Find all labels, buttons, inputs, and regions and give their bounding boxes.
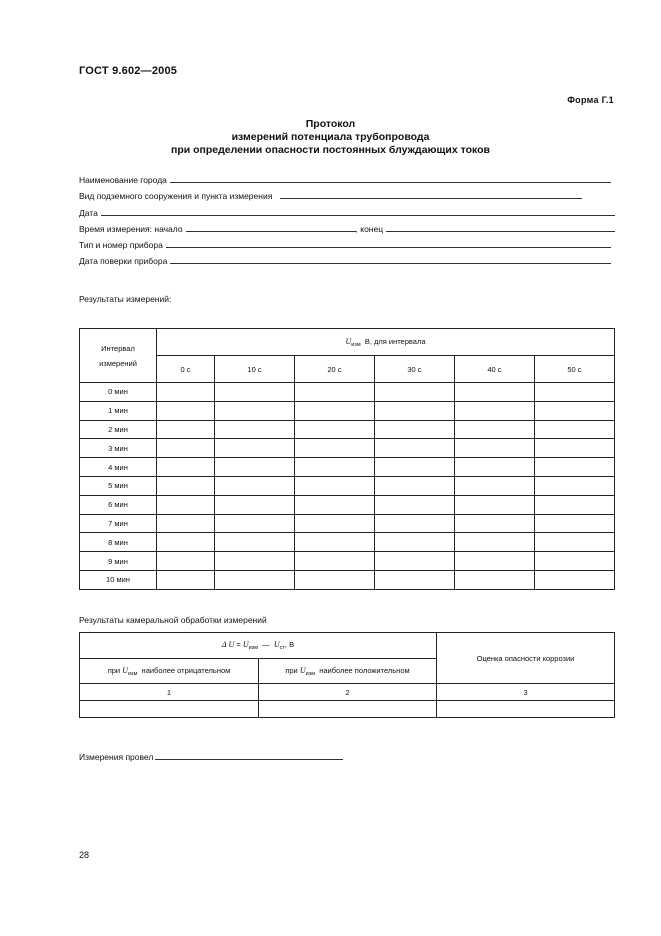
measurements-table <box>79 328 615 590</box>
measurement-cell <box>157 401 215 420</box>
measurement-cell <box>295 458 375 477</box>
delta-u-header <box>80 633 437 659</box>
field-time-start-blank <box>186 231 356 232</box>
measurement-cell <box>374 401 454 420</box>
measurement-cell <box>454 570 534 589</box>
measurement-cell <box>215 570 295 589</box>
field-device-label: Тип и номер прибора <box>79 240 163 250</box>
field-date <box>79 204 615 218</box>
seconds-header-cell: 50 с <box>534 356 614 383</box>
measurement-cell <box>534 458 614 477</box>
measurement-cell <box>374 552 454 571</box>
minute-label: 7 мин <box>80 514 157 533</box>
most-negative-prefix: при <box>107 665 121 675</box>
most-positive-suffix: наиболее положительном <box>319 665 410 675</box>
field-calibration-label: Дата поверки прибора <box>79 256 168 266</box>
measurement-cell <box>295 420 375 439</box>
page-title <box>0 118 661 157</box>
most-positive-u-subscript: изм <box>305 670 316 677</box>
most-positive-u-symbol: U <box>299 665 306 675</box>
measurement-cell <box>157 533 215 552</box>
measurement-cell <box>454 420 534 439</box>
measurement-cell <box>534 533 614 552</box>
field-calibration-blank <box>170 263 611 264</box>
measurement-cell <box>215 514 295 533</box>
minute-label: 2 мин <box>80 420 157 439</box>
measurement-cell <box>534 420 614 439</box>
seconds-header-cell: 20 с <box>295 356 375 383</box>
measurement-cell <box>295 439 375 458</box>
measurement-cell <box>374 458 454 477</box>
table-row <box>80 401 615 420</box>
field-structure-label: Вид подземного сооружения и пункта измерения <box>79 191 273 201</box>
signed-by-label: Измерения провел <box>79 752 154 762</box>
measurement-cell <box>454 495 534 514</box>
measurement-cell <box>534 401 614 420</box>
table-row <box>80 552 615 571</box>
measurement-cell <box>215 552 295 571</box>
field-structure-blank <box>280 198 582 199</box>
table-row <box>80 495 615 514</box>
measurement-cell <box>534 570 614 589</box>
measurement-cell <box>157 439 215 458</box>
measurement-cell <box>215 476 295 495</box>
corrosion-assessment-header: Оценка опасности коррозии <box>437 633 615 684</box>
table-row <box>80 533 615 552</box>
measurement-cell <box>534 476 614 495</box>
table-row <box>80 514 615 533</box>
measurement-cell <box>454 533 534 552</box>
column-number-row <box>80 684 615 701</box>
measurement-cell <box>374 476 454 495</box>
equals-sign: = <box>236 640 241 649</box>
measurement-cell <box>454 458 534 477</box>
form-label: Форма Г.1 <box>567 95 614 105</box>
field-calibration <box>79 252 611 266</box>
standard-number: ГОСТ 9.602—2005 <box>79 65 178 77</box>
field-city-label: Наименование города <box>79 175 167 185</box>
measurement-cell <box>454 401 534 420</box>
field-date-blank <box>101 215 615 216</box>
measurement-cell <box>295 383 375 402</box>
measurement-cell <box>215 533 295 552</box>
table-row <box>80 458 615 477</box>
table-row <box>80 383 615 402</box>
measurement-cell <box>374 495 454 514</box>
table-row <box>80 476 615 495</box>
delta-u-symbol: Δ U <box>221 640 235 649</box>
most-negative-u-subscript: изм <box>127 670 138 677</box>
measurement-cell <box>374 439 454 458</box>
field-time-end-label: , конец <box>355 224 384 234</box>
measurement-cell <box>215 495 295 514</box>
minute-label: 3 мин <box>80 439 157 458</box>
table-row <box>80 420 615 439</box>
unit-label: , В <box>284 640 295 649</box>
measurement-cell <box>374 420 454 439</box>
measurement-cell <box>215 383 295 402</box>
minute-label: 4 мин <box>80 458 157 477</box>
signed-by <box>79 752 343 762</box>
voltage-header-text: В, для интервала <box>364 336 426 346</box>
table-row <box>80 570 615 589</box>
measurement-cell <box>215 458 295 477</box>
measurement-cell <box>534 439 614 458</box>
measurement-cell <box>295 401 375 420</box>
measurement-cell <box>454 476 534 495</box>
u-static-subscript: ст <box>279 645 285 651</box>
interval-header <box>80 329 157 383</box>
empty-cell <box>437 701 615 718</box>
measurements-body <box>80 383 615 590</box>
measurement-cell <box>295 495 375 514</box>
table-row <box>80 439 615 458</box>
u-subscript: изм <box>351 341 361 348</box>
title-line-1: Протокол <box>305 118 356 130</box>
field-device <box>79 236 611 250</box>
measurement-cell <box>534 495 614 514</box>
results-heading: Результаты измерений: <box>79 294 172 304</box>
field-time <box>79 220 615 234</box>
measurement-cell <box>454 383 534 402</box>
measurement-cell <box>157 476 215 495</box>
u-measured-symbol: U <box>242 640 249 649</box>
voltage-header <box>157 329 615 356</box>
most-negative-header <box>80 659 259 684</box>
field-structure <box>79 187 582 201</box>
measurement-cell <box>374 570 454 589</box>
field-time-end-blank <box>386 231 615 232</box>
interval-header-line-1: Интервал <box>101 343 135 353</box>
measurement-cell <box>374 533 454 552</box>
u-measured-subscript: изм <box>248 645 258 651</box>
most-positive-header <box>259 659 437 684</box>
field-city-blank <box>170 182 611 183</box>
processing-table <box>79 632 615 718</box>
minute-label: 0 мин <box>80 383 157 402</box>
empty-cell <box>259 701 437 718</box>
empty-cell <box>80 701 259 718</box>
measurement-cell <box>157 420 215 439</box>
minute-label: 1 мин <box>80 401 157 420</box>
minute-label: 6 мин <box>80 495 157 514</box>
signed-by-blank <box>155 759 343 760</box>
measurement-cell <box>157 570 215 589</box>
measurements-header-row <box>80 329 615 356</box>
measurement-cell <box>374 383 454 402</box>
u-symbol: U <box>345 336 352 346</box>
seconds-header-cell: 30 с <box>374 356 454 383</box>
u-static-symbol: U <box>273 640 280 649</box>
column-number-1: 1 <box>80 684 259 701</box>
measurement-cell <box>454 552 534 571</box>
measurement-cell <box>534 383 614 402</box>
measurement-cell <box>157 552 215 571</box>
measurement-cell <box>157 495 215 514</box>
measurement-cell <box>374 514 454 533</box>
measurement-cell <box>534 514 614 533</box>
minute-label: 9 мин <box>80 552 157 571</box>
measurement-cell <box>215 439 295 458</box>
most-negative-suffix: наиболее отрицательном <box>141 665 231 675</box>
title-line-3: при определении опасности постоянных блуждающих токов <box>171 144 490 156</box>
field-city <box>79 171 611 185</box>
processing-header-row <box>80 633 615 659</box>
most-positive-prefix: при <box>285 665 298 675</box>
processing-empty-row <box>80 701 615 718</box>
field-date-label: Дата <box>79 208 98 218</box>
seconds-header-cell: 40 с <box>454 356 534 383</box>
measurement-cell <box>215 420 295 439</box>
seconds-header-row <box>80 356 615 383</box>
seconds-header-cell: 10 с <box>215 356 295 383</box>
seconds-header-cell: 0 с <box>157 356 215 383</box>
processing-heading: Результаты камеральной обработки измерений <box>79 615 267 625</box>
measurement-cell <box>295 552 375 571</box>
most-negative-u-symbol: U <box>122 665 128 675</box>
title-line-2: измерений потенциала трубопровода <box>231 131 430 143</box>
page-number: 28 <box>79 850 90 860</box>
measurement-cell <box>215 401 295 420</box>
measurement-cell <box>295 514 375 533</box>
measurement-cell <box>295 533 375 552</box>
measurement-cell <box>295 570 375 589</box>
measurement-cell <box>534 552 614 571</box>
measurement-cell <box>454 439 534 458</box>
measurement-cell <box>157 458 215 477</box>
minute-label: 5 мин <box>80 476 157 495</box>
minus-sign: — <box>262 640 270 649</box>
measurement-cell <box>454 514 534 533</box>
column-number-3: 3 <box>437 684 615 701</box>
measurement-cell <box>295 476 375 495</box>
minute-label: 10 мин <box>80 570 157 589</box>
column-number-2: 2 <box>259 684 437 701</box>
interval-header-line-2: измерений <box>99 358 137 368</box>
field-time-start-label: Время измерения: начало <box>79 224 183 234</box>
field-device-blank <box>166 247 611 248</box>
measurement-cell <box>157 383 215 402</box>
measurement-cell <box>157 514 215 533</box>
minute-label: 8 мин <box>80 533 157 552</box>
